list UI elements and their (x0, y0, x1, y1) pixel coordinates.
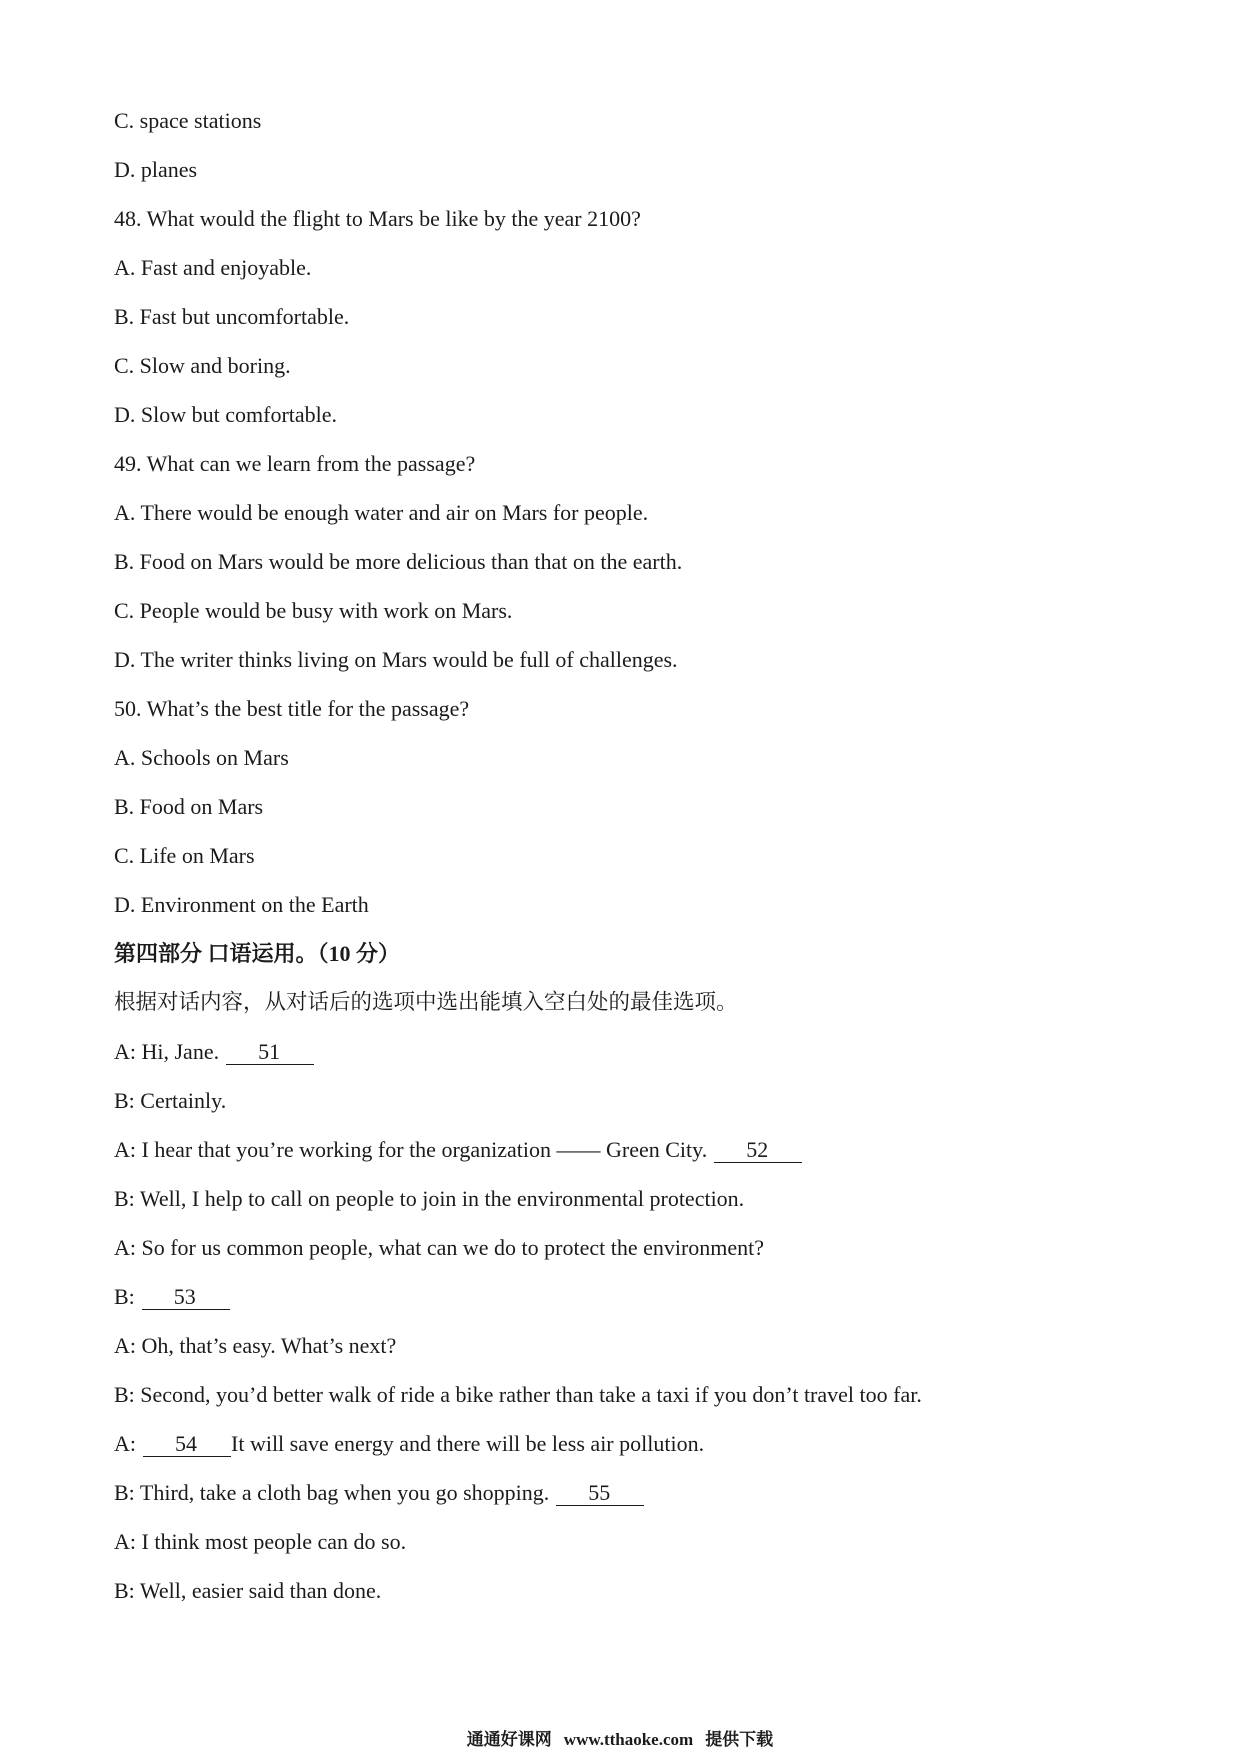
dialogue-text: B: Second, you’d better walk of ride a bike rather than take a taxi if you don’t travel too far. (114, 1382, 922, 1407)
question-50-option-a: A. Schools on Mars (114, 745, 289, 770)
question-49-stem: 49. What can we learn from the passage? (114, 451, 476, 476)
question-50-stem: 50. What’s the best title for the passage? (114, 696, 470, 721)
question-49-option-a: A. There would be enough water and air on Mars for people. (114, 500, 649, 525)
dialogue-line (114, 1517, 1200, 1566)
dialogue-line (114, 1125, 1200, 1174)
dialogue-line (114, 1272, 1200, 1321)
question-49-option-b: B. Food on Mars would be more delicious than that on the earth. (114, 549, 683, 574)
dialogue-line (114, 1468, 1200, 1517)
dialogue-line (114, 1419, 1200, 1468)
blank-55: 55 (556, 1481, 644, 1506)
question-50-option-c: C. Life on Mars (114, 843, 255, 868)
dialogue-text: A: Oh, that’s easy. What’s next? (114, 1333, 397, 1358)
question-50-option-d: D. Environment on the Earth (114, 892, 369, 917)
blank-53: 53 (142, 1285, 230, 1310)
dialogue-text: B: Third, take a cloth bag when you go shopping. (114, 1480, 550, 1505)
exam-page-content (114, 96, 1200, 1615)
page-footer (0, 1729, 1240, 1750)
dialogue-line (114, 1321, 1200, 1370)
question-49-option-c: C. People would be busy with work on Mars. (114, 598, 513, 623)
question-49-option-d: D. The writer thinks living on Mars would be full of challenges. (114, 647, 678, 672)
dialogue-line (114, 1370, 1200, 1419)
question-48-option-a: A. Fast and enjoyable. (114, 255, 312, 280)
dialogue-line (114, 1223, 1200, 1272)
question-50-option-b: B. Food on Mars (114, 794, 264, 819)
dialogue-text-after-blank: It will save energy and there will be less air pollution. (231, 1431, 705, 1456)
dialogue-text: A: I think most people can do so. (114, 1529, 407, 1554)
section-title: 第四部分 口语运用。（10 分） (114, 941, 401, 966)
question-48-option-d: D. Slow but comfortable. (114, 402, 338, 427)
question-48-option-b: B. Fast but uncomfortable. (114, 304, 350, 329)
section-instruction: 根据对话内容，从对话后的选项中选出能填入空白处的最佳选项。 (114, 990, 738, 1014)
dialogue-line (114, 1174, 1200, 1223)
continued-option-c: C. space stations (114, 108, 262, 133)
dialogue-text: A: So for us common people, what can we do to protect the environment? (114, 1235, 765, 1260)
dialogue-line (114, 1027, 1200, 1076)
footer-note: 提供下载 (705, 1730, 774, 1749)
question-48-option-c: C. Slow and boring. (114, 353, 291, 378)
question-48-stem: 48. What would the flight to Mars be like by the year 2100? (114, 206, 641, 231)
dialogue-line (114, 1076, 1200, 1125)
dialogue-text: B: (114, 1284, 135, 1309)
blank-54: 54 (143, 1432, 231, 1457)
continued-option-d: D. planes (114, 157, 198, 182)
blank-52: 52 (714, 1138, 802, 1163)
footer-site-name: 通通好课网 (466, 1730, 552, 1749)
dialogue-text: B: Certainly. (114, 1088, 227, 1113)
footer-url: www.tthaoke.com (563, 1730, 694, 1749)
dialogue-line (114, 1566, 1200, 1615)
dialogue-text: A: (114, 1431, 136, 1456)
blank-51: 51 (226, 1040, 314, 1065)
dialogue-text: B: Well, easier said than done. (114, 1578, 382, 1603)
dialogue-text: A: I hear that you’re working for the organization —— Green City. (114, 1137, 708, 1162)
dialogue-text: B: Well, I help to call on people to join in the environmental protection. (114, 1186, 745, 1211)
dialogue-text: A: Hi, Jane. (114, 1039, 220, 1064)
